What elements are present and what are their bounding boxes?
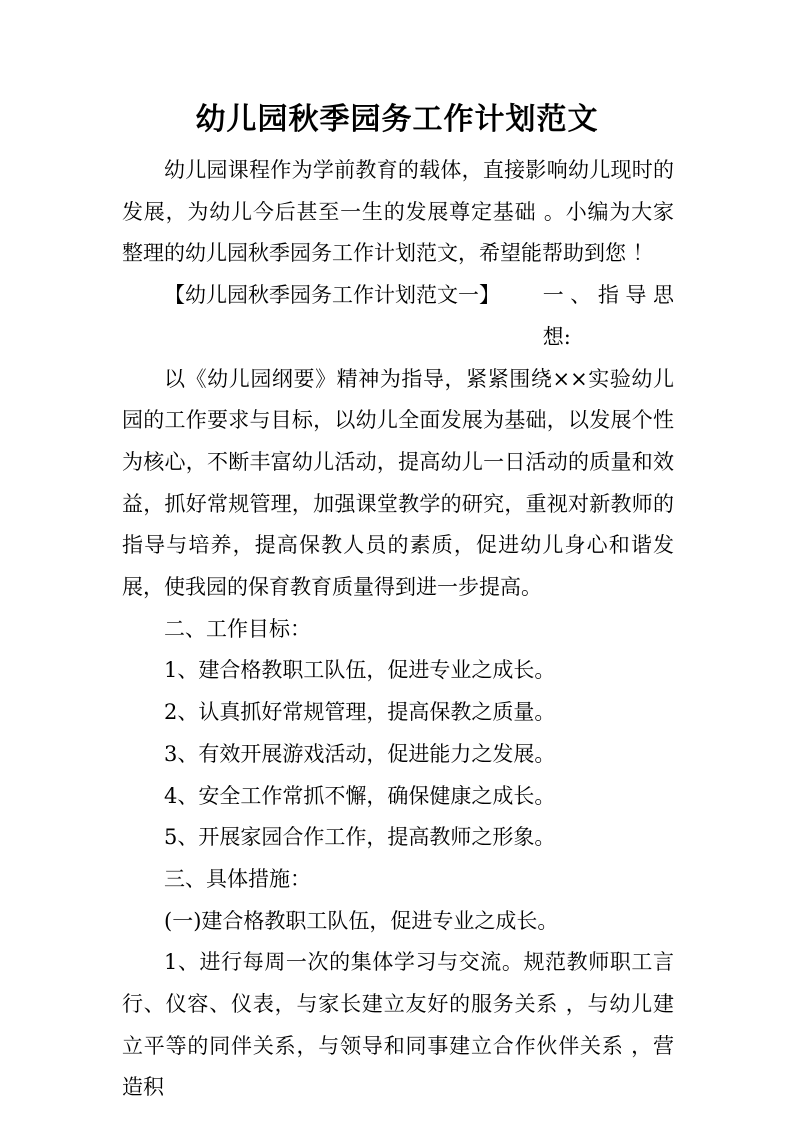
heading-spacer — [495, 275, 542, 358]
section-heading-line — [122, 275, 674, 358]
measure-subheading: (一)建合格教职工队伍，促进专业之成长。 — [164, 908, 559, 933]
document-title: 幼儿园秋季园务工作计划范文 — [195, 102, 599, 137]
goal-item: 2、认真抓好常规管理，提高保教之质量。 — [164, 700, 556, 725]
goal-item: 3、有效开展游戏活动，促进能力之发展。 — [164, 741, 556, 766]
heading-work-goals: 二、工作目标： — [164, 616, 311, 641]
heading-guiding-thought: 一、指导思想: — [542, 283, 674, 349]
goal-item: 5、开展家园合作工作，提高教师之形象。 — [164, 825, 556, 850]
section-title: 【幼儿园秋季园务工作计划范文一】 — [164, 283, 500, 308]
document-body — [122, 150, 674, 1109]
goal-item: 4、安全工作常抓不懈，确保健康之成长。 — [164, 783, 556, 808]
measure-paragraph: 1、进行每周一次的集体学习与交流。规范教师职工言行、仪容、仪表，与家长建立友好的服务关系 ，与幼儿建立平等的同伴关系，与领导和同事建立合作伙伴关系 ，营造积 — [122, 950, 674, 1100]
guiding-thought-paragraph: 以《幼儿园纲要》精神为指导，紧紧围绕××实验幼儿园的工作要求与目标，以幼儿全面发展为基础，以发展个性为核心，不断丰富幼儿活动，提高幼儿一日活动的质量和效益，抓好常规管理，加强课堂教学的研究，重视对新教师的指导与培养，提高保教人员的素质，促进幼儿身心和谐发展，使我园的保育教育质量得到进一步提高。 — [122, 366, 674, 600]
heading-specific-measures: 三、具体措施： — [164, 866, 311, 891]
intro-paragraph: 幼儿园课程作为学前教育的载体，直接影响幼儿现时的发展，为幼儿今后甚至一生的发展尊定基础 。小编为大家整理的幼儿园秋季园务工作计划范文，希望能帮助到您 ！ — [122, 158, 674, 266]
goal-item: 1、建合格教职工队伍，促进专业之成长。 — [164, 658, 556, 683]
